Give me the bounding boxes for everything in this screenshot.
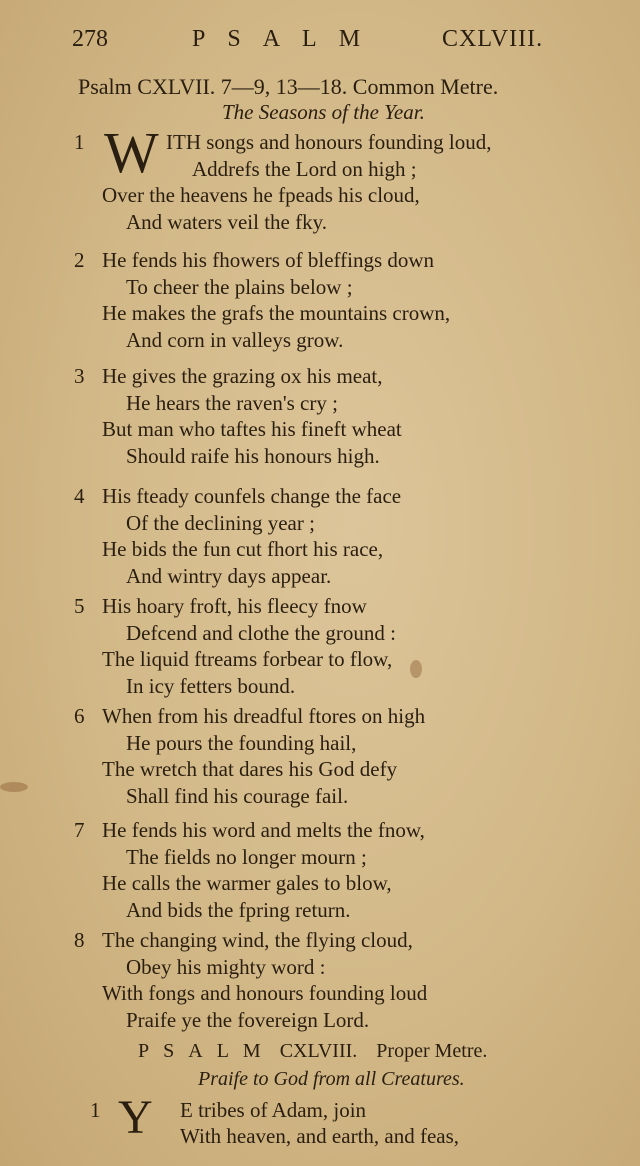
verse-line: His hoary froft, his fleecy fnow — [102, 594, 367, 618]
verse-line: When from his dreadful ftores on high — [102, 704, 426, 728]
verse-line: He bids the fun cut fhort his race, — [102, 537, 384, 561]
stanza-number: 1 — [74, 130, 85, 154]
verse-line: Defcend and clothe the ground : — [126, 620, 396, 645]
verse-line: He fends his word and melts the fnow, — [102, 818, 425, 842]
verse-line: Of the declining year ; — [126, 510, 315, 535]
second-psalm-title: PSALM — [138, 1040, 275, 1062]
verse-line: The wretch that dares his God defy — [102, 757, 398, 781]
verse-line: And bids the fpring return. — [126, 897, 351, 922]
verse-line: The changing wind, the flying cloud, — [102, 928, 413, 952]
stanza-number: 5 — [74, 594, 85, 618]
second-psalm-theme: Praife to God from all Creatures. — [198, 1068, 465, 1090]
verse-line: Praife ye the fovereign Lord. — [126, 1007, 370, 1032]
drop-cap: W — [104, 120, 159, 185]
page-number: 278 — [72, 26, 108, 52]
second-psalm-line-1: E tribes of Adam, join — [180, 1098, 367, 1122]
verse-line: And corn in valleys grow. — [126, 327, 344, 352]
second-psalm-metre: Proper Metre. — [376, 1040, 488, 1062]
verse-line: ITH songs and honours founding loud, — [166, 130, 492, 154]
verse-line: In icy fetters bound. — [126, 673, 296, 698]
verse-line: But man who taftes his fineft wheat — [102, 417, 402, 441]
stanza-number: 8 — [74, 928, 85, 952]
stanza-number: 4 — [74, 484, 85, 508]
stanza-number: 2 — [74, 248, 85, 272]
verse-line: With fongs and honours founding loud — [102, 981, 428, 1005]
verse-line: His fteady counfels change the face — [102, 484, 402, 508]
verse-line: To cheer the plains below ; — [126, 274, 353, 299]
verse-line: He makes the grafs the mountains crown, — [102, 301, 451, 325]
verse-line: He calls the warmer gales to blow, — [102, 871, 392, 895]
second-psalm-line-2: With heaven, and earth, and feas, — [180, 1124, 460, 1148]
stanza-number: 3 — [74, 364, 85, 388]
psalm-theme: The Seasons of the Year. — [222, 100, 425, 124]
verse-line: Shall find his courage fail. — [126, 783, 349, 808]
psalm-subheading: Psalm CXLVII. 7—9, 13—18. Common Metre. — [78, 74, 499, 99]
second-psalm-stanza-number: 1 — [90, 1098, 101, 1122]
verse-line: Over the heavens he fpeads his cloud, — [102, 183, 420, 207]
ink-stain — [0, 782, 28, 792]
second-psalm-number: CXLVIII. — [279, 1040, 358, 1062]
second-psalm-drop-cap: Y — [118, 1091, 153, 1144]
header-psalm-number: CXLVIII. — [442, 26, 544, 52]
stanza-number: 6 — [74, 704, 85, 728]
verse-line: He pours the founding hail, — [126, 730, 357, 755]
stanza-number: 7 — [74, 818, 85, 842]
verse-line: The liquid ftreams forbear to flow, — [102, 647, 393, 671]
second-psalm-heading — [138, 1040, 487, 1063]
verse-line: He fends his fhowers of bleffings down — [102, 248, 435, 272]
running-header — [72, 26, 632, 66]
verse-line: Obey his mighty word : — [126, 954, 326, 979]
verse-line: He hears the raven's cry ; — [126, 390, 338, 415]
verse-line: The fields no longer mourn ; — [126, 844, 367, 869]
verse-line: Should raife his honours high. — [126, 443, 380, 468]
header-title: PSALM — [192, 26, 383, 52]
verse-line: And waters veil the fky. — [126, 209, 327, 234]
verse-line: He gives the grazing ox his meat, — [102, 364, 383, 388]
ink-stain — [410, 660, 422, 678]
verse-line: And wintry days appear. — [126, 563, 332, 588]
verse-line: Addrefs the Lord on high ; — [192, 156, 417, 181]
